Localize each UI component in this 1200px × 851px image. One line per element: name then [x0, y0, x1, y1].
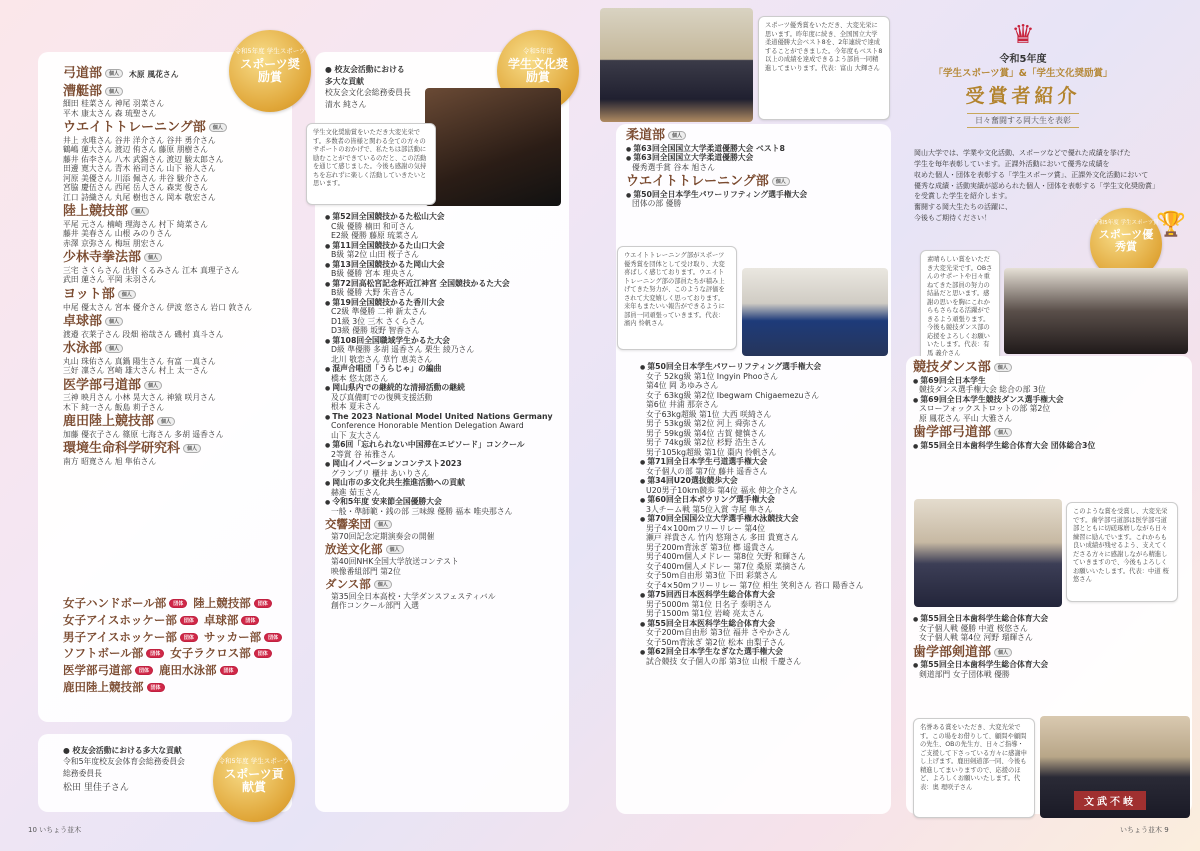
kendo-photo	[1040, 716, 1190, 818]
award-detail: 男子400m個人メドレー 第8位 矢野 和輝さん	[646, 552, 806, 561]
group-name: 医学部弓道部	[63, 663, 132, 678]
award-event: ● 第69回全日本学生競技ダンス選手権大会	[913, 395, 1189, 405]
individual-badge: 個人	[386, 545, 404, 554]
award-event: ● 第72回高松宮記念杯近江神宮 全国競技かるた大会	[325, 279, 565, 289]
award-detail: 藤井 美春さん 山根 みのりさん	[63, 229, 172, 239]
group-name: 卓球部	[203, 612, 239, 627]
group-badge: 団体	[135, 666, 153, 675]
award-detail: 女子4×50mフリーリレー 第7位 相生 笑利さん 苔口 陽香さん	[646, 580, 864, 590]
award-detail: 優秀選手賞 谷本 旭さん	[632, 162, 715, 172]
award-detail: 細田 桂菜さん 神尾 羽菜さん	[63, 99, 164, 109]
sports-encourage-group-list	[63, 597, 288, 698]
individual-badge: 個人	[994, 648, 1012, 657]
group-badge: 団体	[146, 649, 164, 658]
individual-badge: 個人	[118, 290, 136, 299]
individual-badge: 個人	[105, 69, 123, 78]
section-heading	[63, 204, 288, 220]
individual-badge: 個人	[668, 131, 686, 140]
group-award-row	[63, 631, 288, 645]
award-detail: 競技ダンス選手権大会 総合の部 3位	[919, 385, 1046, 395]
cello-photo	[425, 88, 561, 206]
section-heading-text: 歯学部弓道部	[913, 425, 992, 441]
dance-caption: 素晴らしい賞をいただき大変光栄です。OBさんのサポートや日々重ねてきた部員の努力の結晶だと思います。感謝の思いを胸にこれからもさらなる活躍ができるよう頑張ります。今後も競技ダンス部の応援をよろしくお願いいたします。代表：有馬 義介さん	[920, 250, 1000, 390]
award-event: ● 第63回全国国立大学柔道優勝大会 ベスト8	[626, 144, 886, 154]
culture-top-line: ● 校友会活動における	[325, 65, 405, 74]
award-detail: D3級 優勝 坂野 智香さん	[331, 326, 420, 335]
award-detail: 田邊 寛大さん 青木 裕司さん 山下 裕人さん	[63, 164, 216, 174]
section-heading	[63, 341, 288, 357]
award-detail: D1級 3位 三木 さくらさん	[331, 316, 425, 326]
award-event: ● 令和5年度 安来節全国優勝大会	[325, 497, 565, 507]
group-name: 鹿田陸上競技部	[63, 679, 144, 694]
section-heading	[63, 120, 288, 136]
award-event: ● 第13回全国競技かるた岡山大会	[325, 260, 565, 270]
award-event: ● 第55回全日本歯科学生総合体育大会	[913, 660, 1189, 670]
award-detail: 赫進 茹玉さん	[331, 487, 381, 497]
culture-top-line: 清水 純さん	[325, 100, 367, 110]
award-event: ● 第55回全日本歯科学生総合体育大会	[913, 614, 1189, 624]
award-detail: 三好 凜さん 宮崎 雄大さん 村上 太一さん	[63, 366, 208, 376]
award-detail: 原 鳳花さん 平山 大雅さん	[919, 413, 1013, 423]
title-area	[903, 22, 1143, 128]
intro-line: を受賞した学生を紹介します。	[914, 192, 1012, 201]
award-event: ● 第60回全日本ボウリング選手権大会	[640, 495, 890, 505]
kendo-caption: 名誉ある賞をいただき、大変光栄です。この場をお借りして、顧問や顧問の先生、OBの先生方、日々ご指導・ご支援して下さっている方々に感謝申し上げます。鹿田剣道部一同、今後も精進してまいりますので、応援のほど、よろしくお願いいたします。代表：奥 理咲子さん	[913, 718, 1035, 818]
title-crown-icon: ♛	[1011, 20, 1035, 50]
award-detail: B級 第2位 山田 桜子さん	[331, 250, 419, 259]
section-heading-text: 少林寺拳法部	[63, 250, 142, 266]
section-heading	[913, 360, 1189, 376]
dental-caption: このような賞を受賞し、大変光栄です。歯学部弓道部は医学部弓道部とともに切磋琢磨しながら日々練習に励んでいます。これからも良い成績が残せるよう、支えてくださる方々に感謝しながら精進していきますので、今後もよろしくお願いいたします。代表：中道 桜悠さん	[1066, 502, 1178, 602]
intro-line: 奮闘する岡大生たちの活躍に、	[914, 203, 1012, 212]
award-detail: 女子50m背泳ぎ 第2位 松本 由梨子さん	[646, 637, 786, 647]
individual-badge: 個人	[131, 207, 149, 216]
individual-badge: 個人	[105, 317, 123, 326]
award-event: ● 第50回全日本学生パワーリフティング選手権大会	[640, 362, 890, 372]
section-heading	[63, 441, 288, 457]
award-event: ● 第34回U20選抜競歩大会	[640, 476, 890, 486]
award-detail: 試合競技 女子個人の部 第3位 山根 千慶さん	[646, 656, 802, 666]
section-heading-text: 競技ダンス部	[913, 360, 991, 375]
award-detail: 山下 友大さん	[331, 430, 381, 440]
award-detail: 女子200m自由形 第3位 福井 さやかさん	[646, 628, 791, 637]
weight-caption: ウエイトトレーニング部がスポーツ優秀賞を団体として受け取り、大変喜ばしく感じております。ウエイトトレーニング部の部員たちが積み上げてきた努力が、このような評価をされて大変嬉しく思っております。来年もまたいい報告ができるように部員一同頑張っていきます。代表：濱内 怜帆さん	[617, 246, 737, 350]
individual-badge: 個人	[105, 344, 123, 353]
award-event: ● 第69回全日本学生	[913, 376, 1189, 386]
individual-badge: 個人	[374, 580, 392, 589]
contribution-line: ● 校友会活動における多大な貢献	[63, 746, 182, 755]
award-detail: 第35回全日本高校・大学ダンスフェスティバル	[331, 591, 496, 601]
award-detail: 第70回記念定期演奏会の開催	[331, 531, 435, 541]
section-heading-text: ダンス部	[325, 577, 371, 592]
award-event: ● 第63回全国国立大学柔道優勝大会	[626, 153, 886, 163]
culture-top-line: 多大な貢献	[325, 76, 364, 86]
badge-excellent: 令和5年度 学生スポーツ賞 スポーツ優秀賞	[1090, 208, 1162, 280]
group-award-row	[63, 597, 288, 611]
section-heading	[325, 578, 565, 592]
award-detail: 渡邉 衣莱子さん 段畑 裕哉さん 磯村 真斗さん	[63, 329, 224, 339]
group-badge: 団体	[241, 616, 259, 625]
section-heading-text: 環境生命科学研究科	[63, 441, 181, 457]
award-event: ● 岡山イノベーションコンテスト2023	[325, 459, 565, 469]
intro-line: 学生を毎年表彰しています。正課外活動において優秀な成績を	[914, 159, 1110, 168]
award-detail: 女子個人の部 第7位 藤井 遥香さん	[646, 466, 768, 476]
award-detail: 加藤 優衣子さん 篠原 七海さん 多胡 遥香さん	[63, 429, 224, 439]
individual-badge: 個人	[209, 123, 227, 132]
section-heading-text: 陸上競技部	[63, 204, 129, 220]
section-heading-text: ウエイトトレーニング部	[63, 120, 206, 136]
individual-badge: 個人	[183, 444, 201, 453]
award-detail: D級 準優勝 多胡 遥香さん 栗生 綾乃さん	[331, 345, 475, 354]
intro-line: 岡山大学では、学業や文化活動、スポーツなどで優れた成績を挙げた	[914, 149, 1131, 157]
section-heading-text: 水泳部	[63, 341, 103, 357]
award-detail: 第6位 井浦 那奈さん	[646, 400, 719, 409]
award-detail: 2等賞 谷 祐雅さん	[331, 449, 396, 459]
group-badge: 団体	[180, 616, 198, 625]
individual-badge: 個人	[994, 428, 1012, 437]
award-detail: 女子400m個人メドレー 第7位 桑原 菜摘さん	[646, 561, 806, 571]
sports-encourage-list	[63, 64, 288, 467]
award-detail: 平尾 元さん 楠崎 理海さん 村下 綺菜さん	[63, 219, 208, 229]
award-detail: B級 優勝 大野 朱音さん	[331, 288, 414, 297]
group-name: 男子アイスホッケー部	[63, 629, 177, 644]
award-event: ● 第108回全国職域学生かるた大会	[325, 336, 565, 346]
individual-badge: 個人	[374, 520, 392, 529]
judo-caption: スポーツ優秀賞をいただき、大変光栄に思います。昨年度に続き、全国国立大学柔道優勝大会ベスト8を、2年連続で達成することができました。今年度もベスト8以上の成績を達成できるよう部員一同精進してまいります。代表：富山 大輝さん	[758, 16, 890, 120]
award-detail: 第40回NHK全国大学放送コンテスト	[331, 557, 459, 567]
award-detail: 根本 夏未さん	[331, 402, 381, 411]
award-detail: 武田 蓮さん 平岡 未羽さん	[63, 275, 157, 285]
award-detail: 第4位 岡 あゆみさん	[646, 381, 719, 390]
judo-photo	[600, 8, 753, 122]
award-detail: 女子個人戦 優勝 中道 桜悠さん	[919, 623, 1028, 633]
award-detail: U20男子10km競歩 第4位 福永 伸之介さん	[646, 485, 798, 495]
group-name: 陸上競技部	[193, 596, 251, 610]
award-event: ● 第71回全日本学生弓道選手権大会	[640, 457, 890, 467]
group-name: 鹿田水泳部	[159, 663, 217, 678]
intro-text	[914, 148, 1186, 224]
group-award-row	[63, 681, 288, 695]
award-detail: C2級 準優勝 二神 新太さん	[331, 307, 427, 316]
section-heading	[63, 378, 288, 394]
award-detail: 3人チーム戦 第5位入賞 寺尾 隼さん	[646, 504, 773, 514]
award-event: ● 第62回全日本学生なぎなた選手権大会	[640, 647, 890, 657]
award-event: ● 第70回全国国公立大学選手権水泳競技大会	[640, 514, 890, 524]
award-detail: 井上 永唯さん 谷井 洋介さん 谷井 勇介さん	[63, 135, 216, 145]
individual-badge: 個人	[144, 253, 162, 262]
footer-right: いちょう並木 9	[1120, 826, 1169, 834]
section-heading	[63, 250, 288, 266]
section-heading	[913, 645, 1189, 661]
group-badge: 団体	[254, 599, 272, 608]
section-heading	[63, 314, 288, 330]
group-badge: 団体	[220, 666, 238, 675]
member-name: 木原 風花さん	[129, 70, 179, 79]
weight-photo	[742, 268, 888, 356]
individual-badge: 個人	[144, 381, 162, 390]
group-badge: 団体	[147, 683, 165, 692]
award-event: ● 第75回西日本医科学生総合体育大会	[640, 590, 890, 600]
award-detail: 女子50m自由形 第3位 下田 彩葉さん	[646, 571, 778, 580]
group-badge: 団体	[254, 649, 272, 658]
award-detail: 女子個人戦 第4位 河野 瑠輝さん	[919, 633, 1033, 642]
award-detail: 女子63kg超級 第1位 大西 咲綺さん	[646, 409, 772, 419]
group-badge: 団体	[264, 633, 282, 642]
award-detail: 瀬戸 祥貴さん 竹内 悠翔さん 多田 貴寛さん	[646, 533, 799, 542]
award-detail: 及び真備町での復興支援活動	[331, 392, 433, 402]
award-detail: 木下 純一さん 飯島 莉子さん	[63, 402, 164, 412]
group-award-row	[63, 664, 288, 678]
group-award-row	[63, 614, 288, 628]
award-detail: 江口 詩織さん 丸尾 樹也さん 岡本 敬宏さん	[63, 192, 216, 202]
dance-list	[913, 358, 1189, 450]
section-heading	[626, 128, 886, 144]
award-event: ● 岡山県内での継続的な清掃活動の継続	[325, 383, 565, 393]
contribution-line: 令和5年度校友会体育会総務委員会	[63, 757, 185, 767]
badge-culture: 令和5年度 学生文化奨励賞	[497, 30, 579, 112]
intro-line: 収めた個人・団体を表彰する「学生スポーツ賞」、正課外文化活動において	[914, 170, 1149, 179]
section-heading-text: 弓道部	[63, 66, 103, 81]
group-name: 女子ラクロス部	[170, 646, 251, 661]
title-awards: 「学生スポーツ賞」&「学生文化奨励賞」	[933, 68, 1113, 79]
award-detail: 団体の部 優勝	[632, 199, 682, 209]
award-detail: 藤井 佑李さん 八木 武錫さん 渡辺 駿太郎さん	[63, 154, 224, 164]
culture-caption: 学生文化奨励賞をいただき大変光栄です。多数者の皆様と関わる全ての方々のサポートのおかげで、私たちは部活動に励むことができているのだと、この活動を通じて感じました。今後も感謝の気持ちを忘れずに楽しく活動していきたいと思います。	[306, 123, 436, 205]
badge-sports-encourage: 令和5年度 学生スポーツ スポーツ奨励賞	[229, 30, 311, 112]
section-heading	[325, 543, 565, 557]
award-detail: 鶴嶋 蓮大さん 渡辺 侑さん 藤原 朋樹さん	[63, 145, 208, 155]
dance-photo	[1004, 268, 1188, 354]
award-detail: 河原 美優さん 川添 佩さん 井谷 駿介さん	[63, 173, 208, 183]
award-detail: 男子1500m 第1位 岩崎 亮太さん	[646, 609, 764, 618]
section-heading-text: 放送文化部	[325, 542, 383, 557]
award-detail: 男子200m背泳ぎ 第3位 榔 遥貴さん	[646, 542, 775, 552]
culture-top-line: 校友会文化会総務委員長	[325, 88, 411, 98]
badge-contribution: 令和5年度 学生スポーツ スポーツ貢献賞	[213, 740, 295, 822]
award-detail: グランプリ 櫃井 あいりさん	[331, 468, 430, 478]
group-badge: 団体	[180, 633, 198, 642]
award-detail: 女子 63kg級 第2位 Ibegwam Chigaemezuさん	[646, 390, 820, 400]
group-name: ソフトボール部	[63, 646, 144, 661]
section-heading-text: 漕艇部	[63, 83, 103, 99]
group-name: 女子ハンドボール部	[63, 596, 167, 610]
section-heading	[626, 174, 886, 190]
award-detail: 北川 敬恋さん 草竹 恵美さん	[331, 354, 432, 364]
title-year: 令和5年度	[999, 54, 1047, 65]
award-detail: 剣道部門 女子団体戦 優勝	[919, 669, 1010, 679]
group-name: サッカー部	[203, 629, 262, 644]
section-heading-text: 鹿田陸上競技部	[63, 414, 155, 430]
powerlifting-list	[640, 362, 890, 666]
award-detail: 男子5000m 第1位 日名子 泰明さん	[646, 599, 772, 609]
individual-badge: 個人	[157, 417, 175, 426]
section-heading-text: ヨット部	[63, 286, 115, 302]
award-detail: 丸山 珠佑さん 真鍋 陽生さん 有富 一真さん	[63, 356, 216, 366]
section-heading-text: 卓球部	[63, 314, 103, 330]
title-sub: 日々奮闘する岡大生を表彰	[967, 113, 1079, 128]
award-detail: 男子 53kg級 第2位 河上 舜弥さん	[646, 419, 767, 428]
dental-archery-photo	[914, 499, 1062, 607]
group-award-row	[63, 647, 288, 661]
individual-badge: 個人	[772, 177, 790, 186]
award-detail: B級 優勝 宮本 理央さん	[331, 269, 414, 278]
award-detail: 映像番組部門 第2位	[331, 566, 401, 576]
section-heading-text: ウエイトトレーニング部	[626, 174, 769, 190]
award-detail: 女子 52kg級 第1位 Ingyin Phooさん	[646, 371, 778, 381]
award-event: ● 第19回全国競技かるた香川大会	[325, 298, 565, 308]
award-detail: 三神 映月さん 小林 晃大さん 神猿 咲月さん	[63, 393, 216, 403]
award-event: ● 第55回全日本医科学生総合体育大会	[640, 619, 890, 629]
award-event: ● 岡山市の多文化共生推進活動への貢献	[325, 478, 565, 488]
section-heading	[913, 425, 1189, 441]
award-event: ● The 2023 National Model United Nations Germany	[325, 412, 565, 422]
award-event: ● 第50回全日本学生パワーリフティング選手権大会	[626, 190, 886, 200]
trophy-icon: 🏆	[1156, 210, 1186, 238]
section-heading	[63, 414, 288, 430]
section-heading-text: 柔道部	[626, 128, 666, 143]
contribution-line: 総務委員長	[63, 768, 102, 778]
section-heading-text: 交響楽団	[325, 517, 371, 531]
culture-encourage-list	[325, 212, 565, 611]
award-detail: C級 優勝 楠田 和可さん	[331, 221, 415, 231]
award-detail: スローフォックストロットの部 第2位	[919, 404, 1051, 414]
award-event: ● 第6回「忘れられない中国滞在エピソード」コンクール	[325, 440, 565, 450]
contribution-line: 松田 里佳子さん	[63, 782, 129, 793]
award-detail: 男子 59kg級 第4位 古賀 健慎さん	[646, 428, 767, 438]
individual-badge: 個人	[105, 87, 123, 96]
award-detail: E2級 優勝 藤原 琉菜さん	[331, 231, 419, 240]
judo-weight-list	[626, 126, 886, 209]
section-heading-text: 医学部弓道部	[63, 377, 142, 393]
footer-left: 10 いちょう並木	[28, 826, 82, 834]
title-main: 受賞者紹介	[965, 85, 1081, 107]
award-detail: 南方 昭寛さん 旭 隼佑さん	[63, 457, 157, 467]
award-detail: 男子105kg超級 第1位 棗内 怜帆さん	[646, 447, 777, 457]
award-event: ● 第55回全日本歯科学生総合体育大会 団体総合3位	[913, 441, 1189, 451]
award-event: ● 混声合唱団「うらじゃ」の編曲	[325, 364, 565, 374]
award-detail: 三宅 さくらさん 出射 くるみさん 江本 真理子さん	[63, 265, 240, 275]
award-detail: 中尾 優太さん 宮本 優介さん 伊波 悠さん 岩口 敦さん	[63, 302, 252, 312]
individual-badge: 個人	[994, 363, 1012, 372]
award-event: ● 第52回全国競技かるた松山大会	[325, 212, 565, 222]
award-detail: 男子 74kg級 第2位 杉野 浩生さん	[646, 438, 767, 447]
award-detail: 男子4×100mフリーリレー 第4位	[646, 523, 766, 533]
award-detail: 平木 康太さん 森 琉聖さん	[63, 108, 157, 118]
intro-line: 優秀な成績・活動実績が認められた個人・団体を表彰する「学生文化奨励賞」	[914, 181, 1159, 190]
kendo-banner: 文武不岐	[1074, 791, 1146, 810]
award-detail: 宮脇 慶伍さん 西尾 岳人さん 森実 俊さん	[63, 183, 208, 193]
award-event: ● 第11回全国競技かるた山口大会	[325, 241, 565, 251]
dental-list	[913, 614, 1189, 679]
award-detail: 赤澤 京弥さん 梅垣 朋宏さん	[63, 238, 164, 248]
award-detail: 一般・準師範・銭の部 三味線 優勝 福本 唯央那さん	[331, 506, 513, 516]
award-detail: 橋本 悠太郎さん	[331, 373, 389, 383]
group-badge: 団体	[169, 599, 187, 608]
section-heading-text: 歯学部剣道部	[913, 644, 992, 660]
group-name: 女子アイスホッケー部	[63, 612, 177, 627]
section-heading	[63, 287, 288, 303]
section-heading	[325, 518, 565, 532]
award-detail: Conference Honorable Mention Delegation Award	[331, 421, 524, 430]
award-detail: 創作コンクール部門 入選	[331, 601, 419, 611]
intro-line: 今後もご期待ください！	[914, 214, 991, 223]
